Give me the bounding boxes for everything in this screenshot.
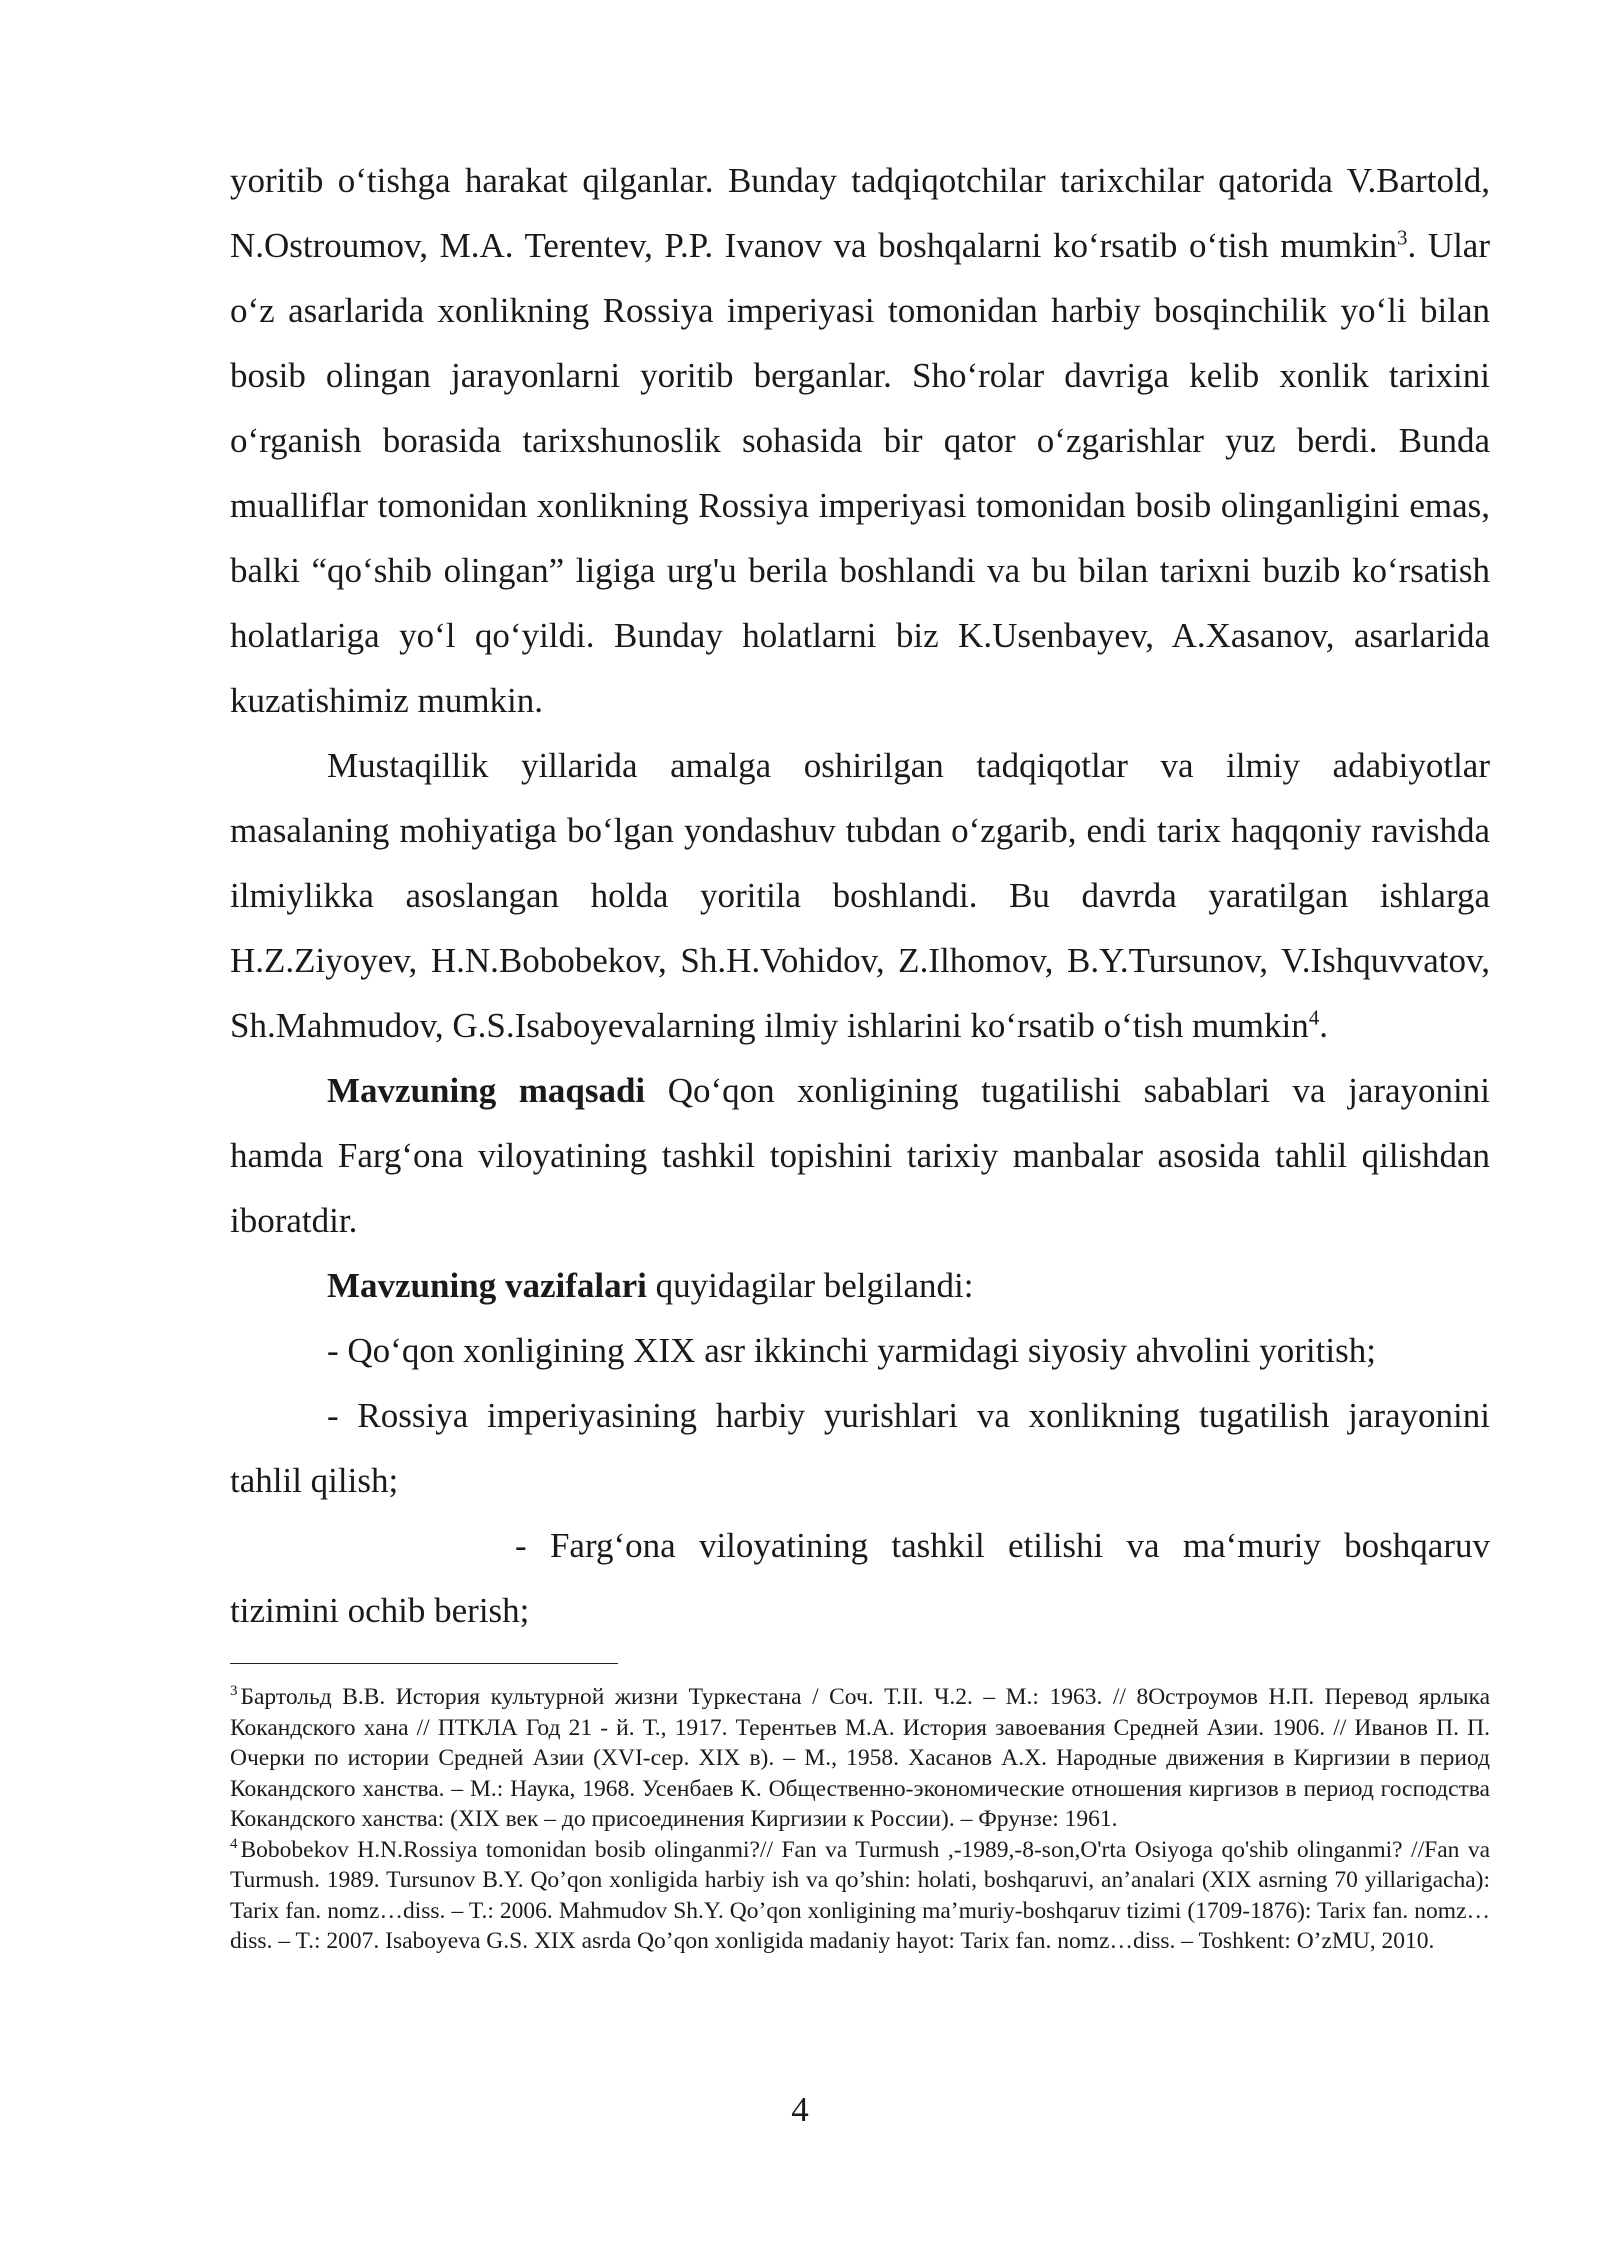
body-text [230,148,1490,1643]
aim-text: Qo‘qon xonligining tugatilishi sabablari va jarayonini hamda Farg‘ona viloyatining tashkil topishini tarixiy manbalar asosida tahlil qilishdan iboratdir. [230,1071,1491,1240]
footnote-text: Bobobekov H.N.Rossiya tomonidan bosib olinganmi?// Fan va Turmush ,-1989,-8-son,O'rta Osiyoga qo'shib olinganmi? //Fan va Turmush. 1989. Tursunov B.Y. Qo’qon xonligida harbiy ish va qo’shin: holati, boshqaruvi, an’analari (XIX asrning 70 yillarigacha): Tarix fan. nomz…diss. – T.: 2006. Mahmudov Sh.Y. Qo’qon xonligining ma’muriy-boshqaruv tizimi (1709-1876): Tarix fan. nomz…diss. – T.: 2007. Isaboyeva G.S. XIX asrda Qo’qon xonligida madaniy hayot: Tarix fan. nomz…diss. – Toshkent: O’zMU, 2010. [230,1836,1490,1954]
paragraph-sources-overview [230,148,1490,733]
task-item-3: - Farg‘ona viloyatining tashkil etilishi va ma‘muriy boshqaruv tizimini ochib berish; [230,1526,1490,1630]
footnote-separator [230,1663,618,1664]
footnote-ref-3[interactable]: 3 [1396,225,1408,250]
footnote-3 [230,1682,1490,1835]
footnote-number: 4 [230,1835,238,1852]
footnote-text: Бартольд В.В. История культурной жизни Туркестана / Соч. Т.II. Ч.2. – М.: 1963. // 8Остроумов Н.П. Перевод ярлыка Кокандского хана // ПТКЛА Год 21 - й. Т., 1917. Терентьев М.А. История завоевания Средней Азии. 1906. // Иванов П. П. Очерки по истории Средней Азии (XVI-сер. XIX в). – М., 1958. Хасанов А.Х. Народные движения в Киргизии в период Кокандского ханства. – М.: Наука, 1968. Усенбаев К. Общественно-экономические отношения киргизов в период господства Кокандского ханства: (XIX век – до присоединения Киргизии к России). – Фрунзе: 1961. [230,1684,1490,1832]
tasks-heading: Mavzuning vazifalari [327,1266,647,1305]
paragraph-independence-research [230,733,1490,1058]
tasks-intro-text: quyidagilar belgilandi: [646,1266,974,1305]
aim-heading: Mavzuning maqsadi [327,1071,646,1110]
footnotes [230,1682,1490,1957]
task-item-2: - Rossiya imperiyasining harbiy yurishlari va xonlikning tugatilish jarayonini tahlil qilish; [230,1396,1490,1500]
footnote-ref-4[interactable]: 4 [1308,1005,1320,1030]
page-number: 4 [791,2090,809,2129]
paragraph-text: Mustaqillik yillarida amalga oshirilgan tadqiqotlar va ilmiy adabiyotlar masalaning mohiyatiga bo‘lgan yondashuv tubdan o‘zgarib, endi tarix haqqoniy ravishda ilmiylikka asoslangan holda yoritila boshlandi. Bu davrda yaratilgan ishlarga H.Z.Ziyoyev, H.N.Bobobekov, Sh.H.Vohidov, Z.Ilhomov, B.Y.Tursunov, V.Ishquvvatov, Sh.Mahmudov, G.S.Isaboyevalarning ilmiy ishlarini ko‘rsatib o‘tish mumkin [230,746,1490,1045]
footnote-number: 3 [230,1683,238,1700]
document-page [230,148,1490,1957]
task-item-1: - Qo‘qon xonligining XIX asr ikkinchi yarmidagi siyosiy ahvolini yoritish; [327,1331,1376,1370]
paragraph-tasks-intro [230,1253,1490,1318]
footnote-4 [230,1835,1490,1957]
paragraph-aim [230,1058,1490,1253]
paragraph-text: . [1319,1006,1328,1045]
paragraph-text: . Ular o‘z asarlarida xonlikning Rossiya imperiyasi tomonidan harbiy bosqinchilik yo‘li bilan bosib olingan jarayonlarni yoritib berganlar. Sho‘rolar davriga kelib xonlik tarixini o‘rganish borasida tarixshunoslik sohasida bir qator o‘zgarishlar yuz berdi. Bunda mualliflar tomonidan xonlikning Rossiya imperiyasi tomonidan bosib olinganligini emas, balki “qo‘shib olingan” ligiga urg'u berila boshlandi va bu bilan tarixni buzib ko‘rsatish holatlariga yo‘l qo‘yildi. Bunday holatlarni biz K.Usenbayev, A.Xasanov, asarlarida kuzatishimiz mumkin. [230,226,1490,720]
paragraph-text: yoritib o‘tishga harakat qilganlar. Bunday tadqiqotchilar tarixchilar qatorida V.Bartold, N.Ostroumov, M.A. Terentev, P.P. Ivanov va boshqalarni ko‘rsatib o‘tish mumkin [230,161,1490,265]
